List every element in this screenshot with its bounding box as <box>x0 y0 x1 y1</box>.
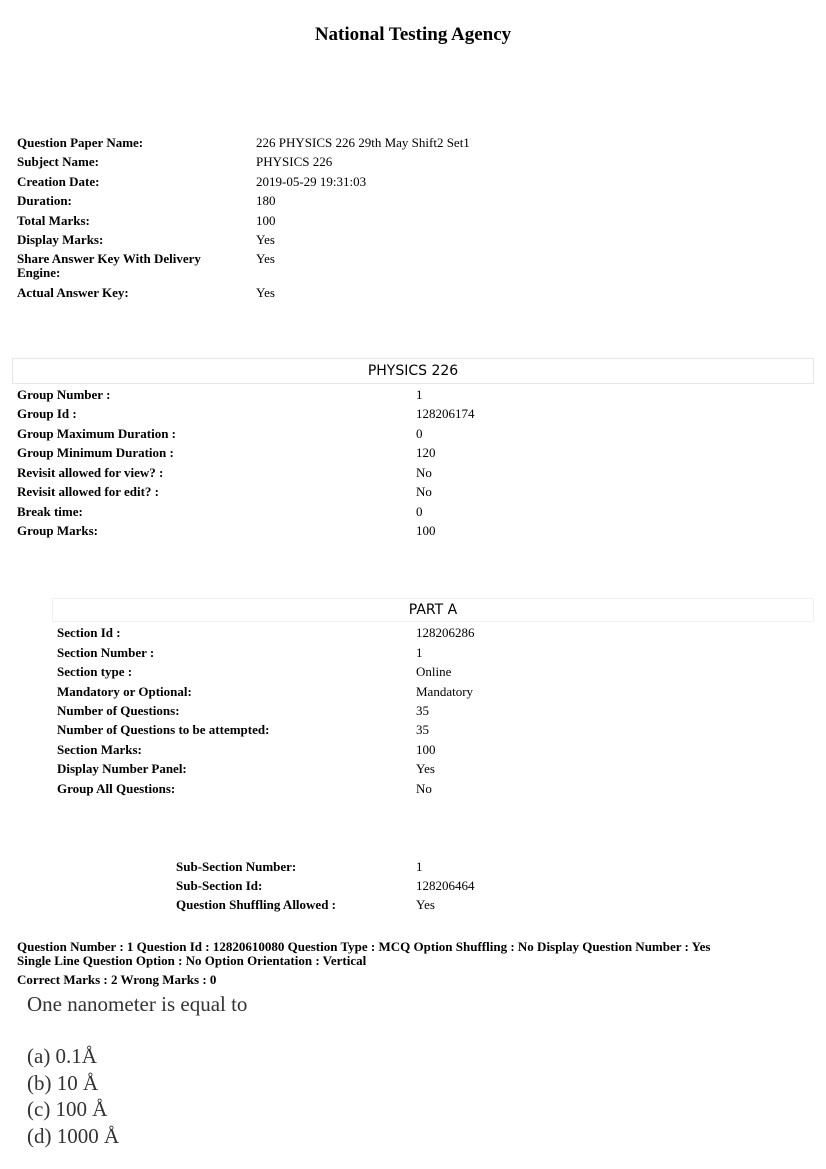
group-label: Group Minimum Duration : <box>17 445 174 460</box>
group-label: Group Maximum Duration : <box>17 426 177 441</box>
subsection-value: 1 <box>416 859 423 874</box>
section-label: Section type : <box>57 664 133 679</box>
paper-info-label: Display Marks: <box>17 232 104 247</box>
section-value: 1 <box>416 645 423 660</box>
group-heading: PHYSICS 226 <box>12 358 814 384</box>
paper-info-value: 100 <box>256 213 276 228</box>
question-meta-line: Question Number : 1 Question Id : 12820610080 Question Type : MCQ Option Shuffling : No Display Question Number : Yes <box>17 939 711 954</box>
section-value: No <box>416 781 432 796</box>
subsection-label: Sub-Section Id: <box>176 878 263 893</box>
page-title: National Testing Agency <box>314 24 512 45</box>
question-text: One nanometer is equal to <box>27 992 248 1016</box>
paper-info-label: Question Paper Name: <box>17 135 144 150</box>
section-heading: PART A <box>52 598 814 622</box>
paper-info-label: Creation Date: <box>17 174 100 189</box>
group-label: Revisit allowed for view? : <box>17 465 164 480</box>
paper-info-value: Yes <box>256 251 275 266</box>
section-value: 35 <box>416 722 429 737</box>
group-value: 100 <box>416 523 436 538</box>
group-label: Group Marks: <box>17 523 99 538</box>
section-value: 100 <box>416 742 436 757</box>
paper-info-row <box>17 135 143 151</box>
subsection-label: Question Shuffling Allowed : <box>176 897 337 912</box>
option-b: (b) 10 Å <box>27 1071 99 1095</box>
paper-info-label: Subject Name: <box>17 154 99 169</box>
group-label: Break time: <box>17 504 83 519</box>
section-value: Online <box>416 664 452 679</box>
option-d: (d) 1000 Å <box>27 1124 120 1148</box>
section-value: 128206286 <box>416 625 475 640</box>
group-value: 0 <box>416 504 423 519</box>
paper-info-value: Yes <box>256 285 275 300</box>
group-value: No <box>416 484 432 499</box>
paper-info-label-cont: Engine: <box>17 265 61 280</box>
section-value: Yes <box>416 761 435 776</box>
group-value: 0 <box>416 426 423 441</box>
group-value: 120 <box>416 445 436 460</box>
section-label: Section Id : <box>57 625 121 640</box>
section-label: Number of Questions to be attempted: <box>57 722 270 737</box>
section-label: Group All Questions: <box>57 781 176 796</box>
group-value: No <box>416 465 432 480</box>
paper-info-value: 180 <box>256 193 276 208</box>
paper-info-value: Yes <box>256 232 275 247</box>
section-value: Mandatory <box>416 684 474 699</box>
subsection-label: Sub-Section Number: <box>176 859 297 874</box>
group-value: 1 <box>416 387 423 402</box>
subsection-value: Yes <box>416 897 435 912</box>
section-label: Section Number : <box>57 645 155 660</box>
section-label: Number of Questions: <box>57 703 180 718</box>
group-label: Revisit allowed for edit? : <box>17 484 160 499</box>
paper-info-value: 226 PHYSICS 226 29th May Shift2 Set1 <box>256 135 470 150</box>
paper-info-label: Total Marks: <box>17 213 90 228</box>
section-value: 35 <box>416 703 429 718</box>
option-c: (c) 100 Å <box>27 1097 108 1121</box>
section-label: Mandatory or Optional: <box>57 684 192 699</box>
question-meta-line: Single Line Question Option : No Option Orientation : Vertical <box>17 953 367 968</box>
group-value: 128206174 <box>416 406 475 421</box>
section-label: Section Marks: <box>57 742 142 757</box>
option-a: (a) 0.1Å <box>27 1044 97 1068</box>
section-label: Display Number Panel: <box>57 761 187 776</box>
subsection-value: 128206464 <box>416 878 475 893</box>
paper-info-value: 2019-05-29 19:31:03 <box>256 174 367 189</box>
paper-info-value: PHYSICS 226 <box>256 154 333 169</box>
question-marks: Correct Marks : 2 Wrong Marks : 0 <box>17 972 217 987</box>
paper-info-label: Actual Answer Key: <box>17 285 129 300</box>
paper-info-label: Duration: <box>17 193 72 208</box>
group-label: Group Number : <box>17 387 111 402</box>
paper-info-label: Share Answer Key With Delivery <box>17 251 201 266</box>
group-label: Group Id : <box>17 406 77 421</box>
